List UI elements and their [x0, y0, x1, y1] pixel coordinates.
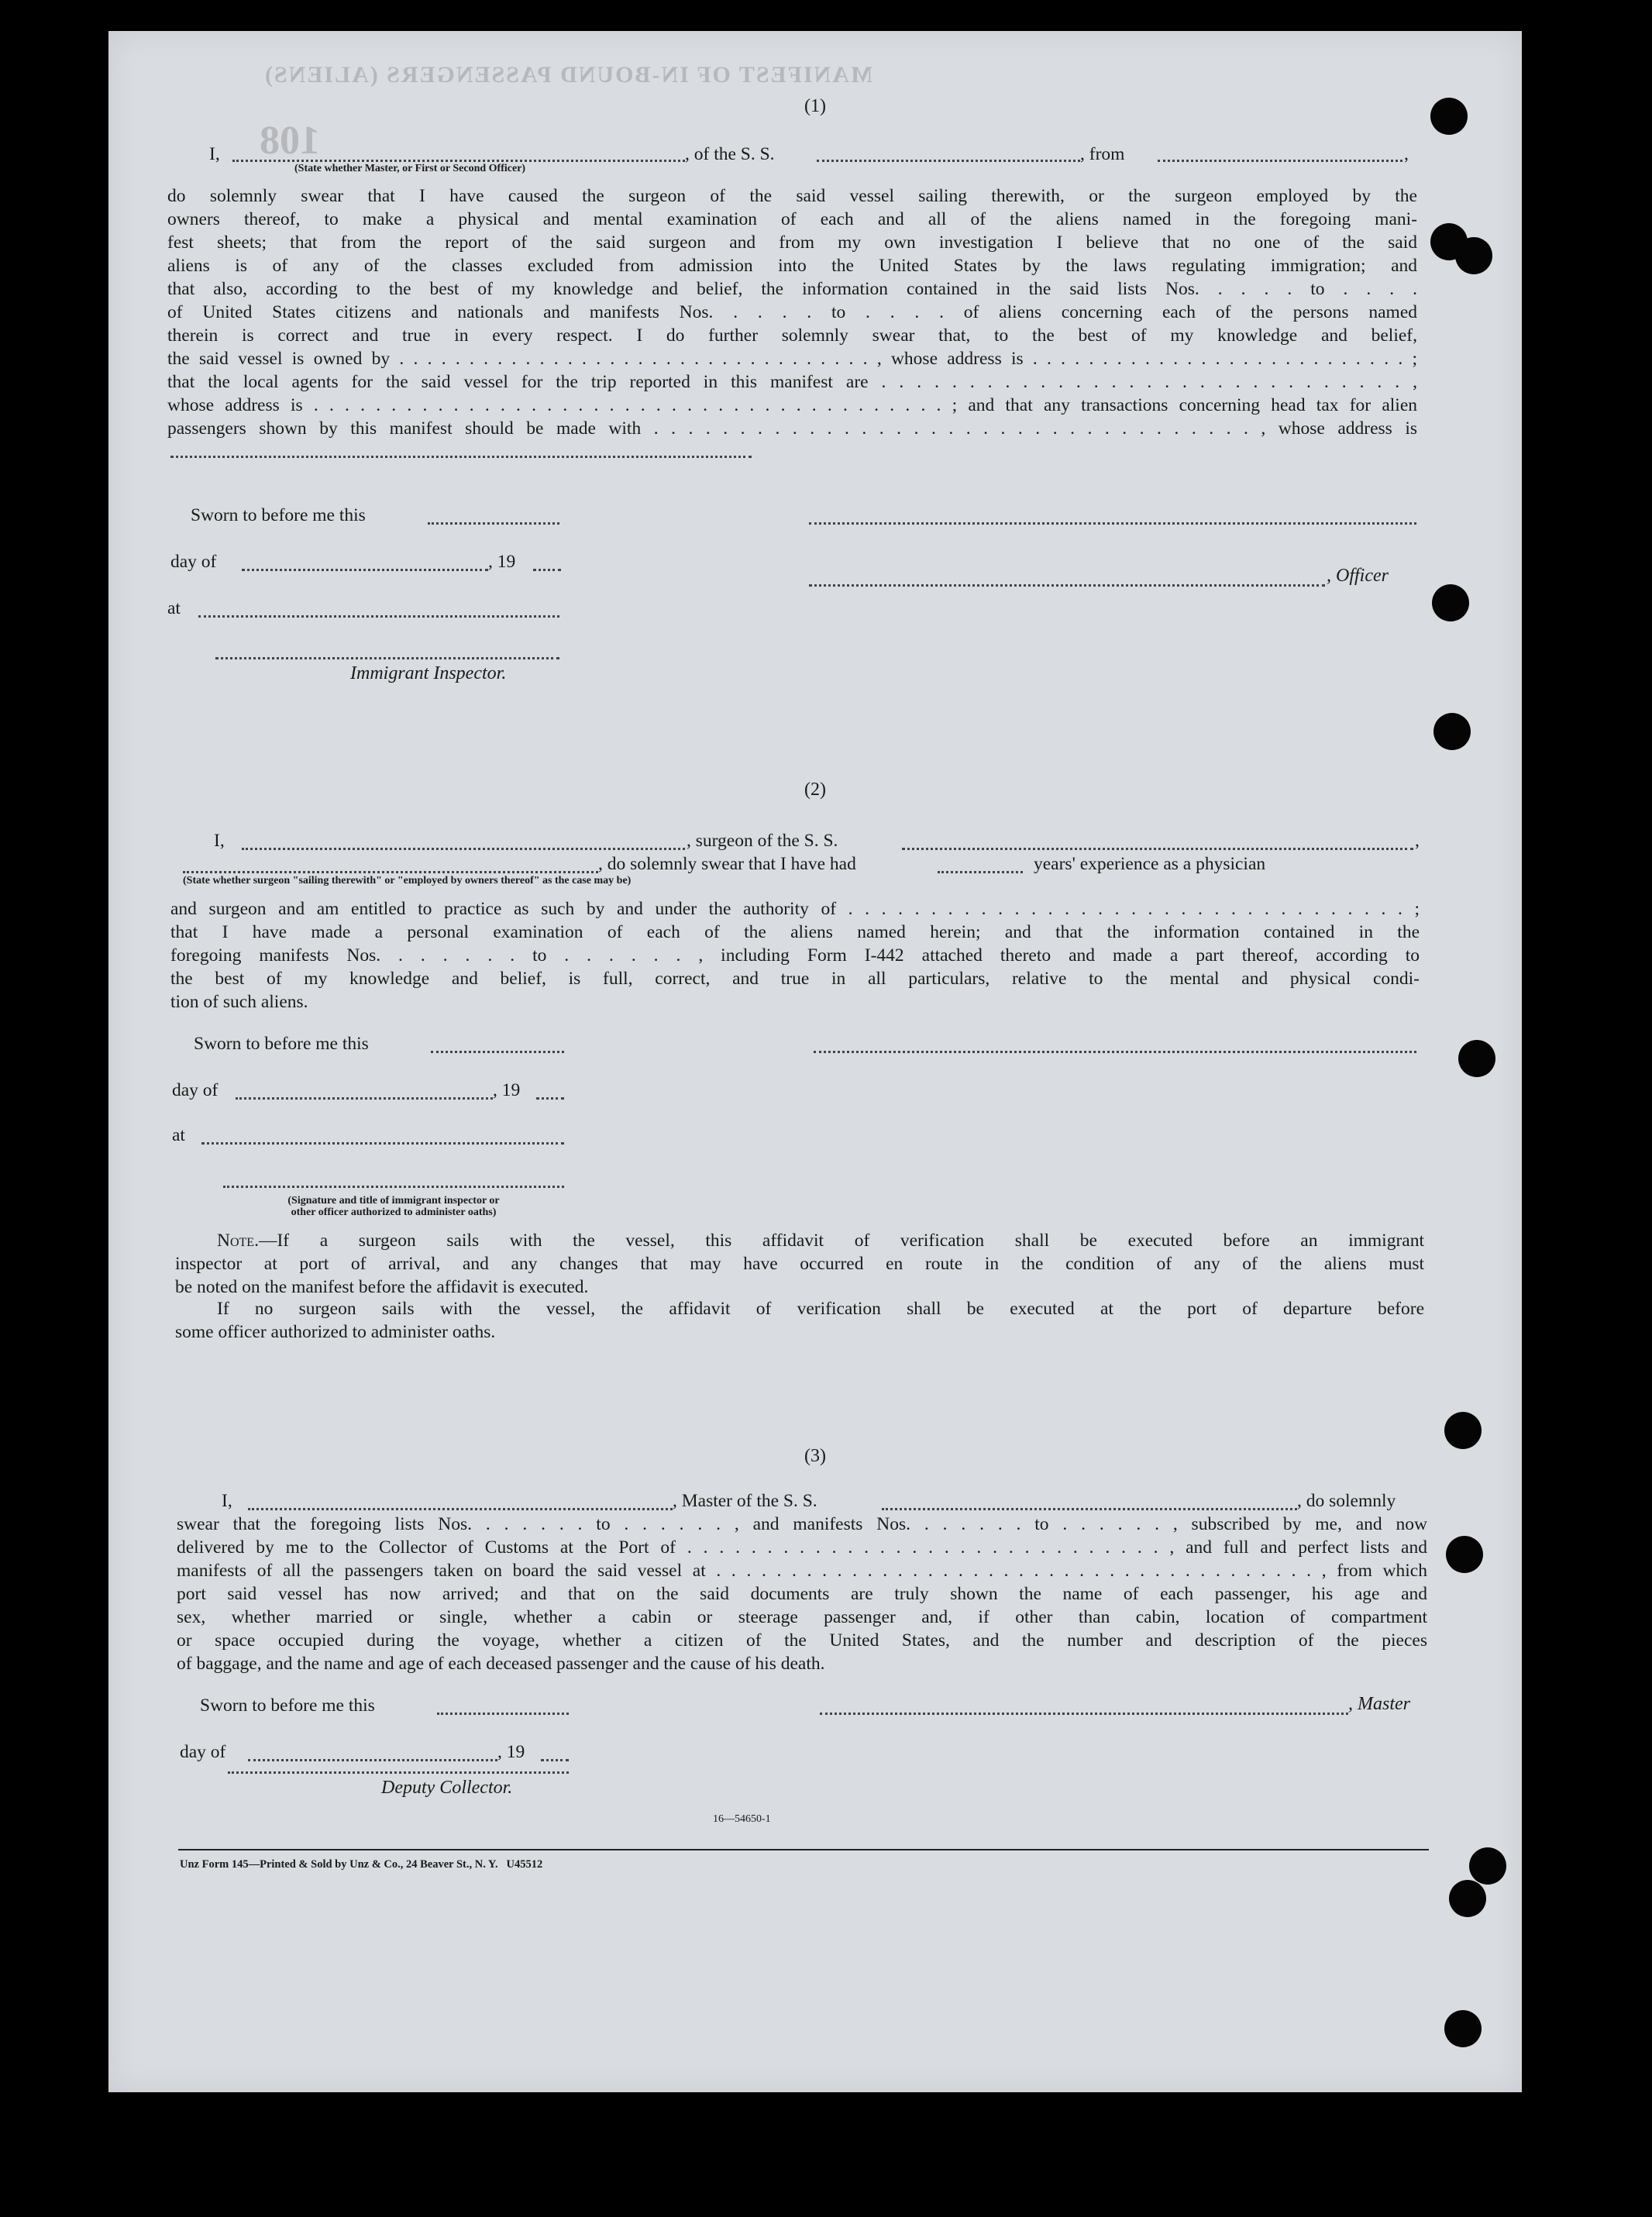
- section-1-sub-note: (State whether Master, or First or Second Officer): [294, 163, 526, 174]
- note2-line-1: If no surgeon sails with the vessel, the affidavit of verification shall be executed at the port of departure before: [217, 1299, 1424, 1319]
- signature-note-line-1: (Signature and title of immigrant inspector or: [287, 1195, 500, 1207]
- head-tax-address-blank[interactable]: [170, 456, 752, 458]
- years-experience-blank[interactable]: [938, 871, 1023, 873]
- section-1-day-of: day of: [170, 552, 217, 572]
- officer-title-blank[interactable]: [232, 160, 685, 162]
- signature-note-line-2: other officer authorized to administer oaths): [291, 1207, 497, 1219]
- surgeon-vessel-blank[interactable]: [902, 848, 1413, 850]
- section-1-intro-i: I,: [209, 144, 220, 164]
- section-3-body-line: sex, whether married or single, whether a cabin or steerage passenger and, if other than cabin, location of compartment: [177, 1607, 1427, 1627]
- from-port-blank[interactable]: [1158, 160, 1402, 162]
- sworn-date-blank-3[interactable]: [437, 1713, 569, 1715]
- officer-label: , Officer: [1327, 566, 1389, 586]
- section-2-year: , 19: [493, 1080, 521, 1100]
- section-3-body-line: port said vessel has now arrived; and that on the said documents are truly shown the name of each passenger, his age and: [177, 1584, 1427, 1604]
- note-line-2: inspector at port of arrival, and any changes that may have occurred en route in the condition of any of the aliens must: [175, 1254, 1424, 1274]
- section-2-day-of: day of: [172, 1080, 219, 1100]
- section-1-of-ss: , of the S. S.: [685, 144, 775, 164]
- section-2-intro-i: I,: [214, 831, 225, 851]
- document-page: [108, 31, 1522, 2092]
- section-1-from: , from: [1080, 144, 1125, 164]
- section-1-body-line: whose address is . . . . . . . . . . . . . . . . . . . . . . . . . . . . . . . . . . . . . . . . . ; and that any transactions concerning head tax for alien: [167, 395, 1417, 415]
- section-1-body-line: that also, according to the best of my knowledge and belief, the information contained in the said lists Nos. . . . . to . . . .: [167, 279, 1417, 299]
- note-label: Note.: [217, 1231, 259, 1251]
- vessel-name-blank[interactable]: [817, 160, 1080, 162]
- section-3-solemnly: , do solemnly: [1297, 1491, 1396, 1511]
- year-blank-2[interactable]: [536, 1097, 564, 1100]
- section-1-comma: ,: [1404, 144, 1409, 164]
- section-1-body-line: that the local agents for the said vessel for the trip reported in this manifest are . . . . . . . . . . . . . . . . . . . . . . . . . . . . . . ,: [167, 372, 1417, 392]
- punch-hole: [1444, 2010, 1482, 2047]
- section-2-years: years' experience as a physician: [1034, 854, 1266, 874]
- master-label: , Master: [1348, 1694, 1410, 1714]
- collector-signature-blank[interactable]: [228, 1771, 569, 1774]
- punch-hole: [1444, 1412, 1482, 1449]
- punch-hole: [1446, 1536, 1483, 1573]
- section-3-heading: (3): [804, 1446, 826, 1466]
- immigrant-inspector-label: Immigrant Inspector.: [350, 663, 507, 683]
- section-1-body-line: owners thereof, to make a physical and mental examination of each and all of the aliens named in the foregoing mani-: [167, 209, 1417, 229]
- section-1-body-line: aliens is of any of the classes excluded from admission into the United States by the laws regulating immigration; and: [167, 256, 1417, 276]
- section-1-heading: (1): [804, 96, 826, 116]
- officer-title-line[interactable]: [809, 584, 1325, 587]
- at-blank[interactable]: [198, 615, 559, 618]
- day-of-blank-3[interactable]: [248, 1759, 497, 1761]
- section-2-body-last: tion of such aliens.: [170, 992, 308, 1012]
- section-1-body-line: passengers shown by this manifest should be made with . . . . . . . . . . . . . . . . . . . . . . . . . . . . . . . . . . . , whose address is: [167, 418, 1417, 439]
- at-blank-2[interactable]: [201, 1142, 564, 1145]
- day-of-blank-2[interactable]: [236, 1097, 493, 1100]
- section-3-body-line: swear that the foregoing lists Nos. . . . . . . to . . . . . . , and manifests Nos. . . . . . . to . . . . . . , subscribed by me, and now: [177, 1514, 1427, 1534]
- day-of-blank[interactable]: [242, 569, 488, 571]
- printer-footer: Unz Form 145—Printed & Sold by Unz & Co., 24 Beaver St., N. Y. U45512: [180, 1858, 543, 1871]
- section-1-year: , 19: [488, 552, 516, 572]
- punch-hole: [1458, 1040, 1495, 1077]
- punch-hole: [1455, 237, 1492, 274]
- section-1-sworn: Sworn to before me this: [191, 505, 366, 525]
- administering-officer-blank[interactable]: [223, 1186, 564, 1188]
- section-1-at: at: [167, 598, 181, 618]
- section-3-body-line: delivered by me to the Collector of Customs at the Port of . . . . . . . . . . . . . . . . . . . . . . . . . . . . . . , and full and perfect lists and: [177, 1537, 1427, 1558]
- officer-signature-blank[interactable]: [809, 522, 1416, 525]
- section-1-body-line: the said vessel is owned by . . . . . . . . . . . . . . . . . . . . . . . . . . . . . . . . . . , whose address is . . . . . . . . . . . . . . . . . . . . . . . . . . . ;: [167, 349, 1417, 369]
- section-1-body-line: of United States citizens and nationals and manifests Nos. . . . . to . . . . of aliens concerning each of the persons named: [167, 302, 1417, 322]
- section-3-day-of: day of: [180, 1742, 226, 1762]
- section-3-master-of: , Master of the S. S.: [673, 1491, 817, 1511]
- punch-hole: [1433, 713, 1471, 750]
- note2-line-2: some officer authorized to administer oaths.: [175, 1322, 496, 1342]
- sworn-date-blank-2[interactable]: [431, 1051, 564, 1053]
- section-3-sworn: Sworn to before me this: [200, 1695, 375, 1716]
- surgeon-signature-blank[interactable]: [814, 1051, 1416, 1053]
- section-2-heading: (2): [804, 780, 826, 800]
- inspector-signature-blank[interactable]: [215, 657, 559, 659]
- section-1-body-line: therein is correct and true in every respect. I do further solemnly swear that, to the best of my knowledge and belief,: [167, 325, 1417, 346]
- bleed-through-header: MANIFEST OF IN-BOUND PASSENGERS (ALIENS): [263, 62, 873, 88]
- note-line-1: [217, 1232, 1424, 1251]
- section-3-body-last: of baggage, and the name and age of each deceased passenger and the cause of his death.: [177, 1654, 825, 1674]
- section-2-body-line: the best of my knowledge and belief, is full, correct, and true in all particulars, relative to the mental and physical condi-: [170, 969, 1420, 989]
- punch-hole: [1449, 1880, 1486, 1917]
- master-signature-blank[interactable]: [820, 1713, 1348, 1715]
- section-2-body-line: foregoing manifests Nos. . . . . . . to . . . . . . , including Form I-442 attached thereto and made a part thereof, according to: [170, 945, 1420, 966]
- master-name-blank[interactable]: [248, 1508, 673, 1510]
- master-vessel-blank[interactable]: [882, 1508, 1297, 1510]
- section-2-at: at: [172, 1125, 185, 1145]
- section-2-sworn: Sworn to before me this: [194, 1034, 369, 1054]
- bleed-through-number: 108: [260, 119, 320, 163]
- signature-note: [223, 1195, 564, 1219]
- surgeon-status-blank[interactable]: [183, 871, 598, 873]
- section-2-body-line: and surgeon and am entitled to practice as such by and under the authority of . . . . . . . . . . . . . . . . . . . . . . . . . . . . . . . . . . ;: [170, 899, 1420, 919]
- year-blank-3[interactable]: [541, 1759, 569, 1761]
- section-3-intro-i: I,: [222, 1491, 232, 1511]
- sworn-date-blank[interactable]: [428, 522, 559, 525]
- note-line-3: be noted on the manifest before the affidavit is executed.: [175, 1277, 589, 1297]
- section-1-body-line: do solemnly swear that I have caused the surgeon of the said vessel sailing therewith, or the surgeon employed by the: [167, 186, 1417, 206]
- punch-hole: [1432, 584, 1469, 621]
- section-2-body-line: that I have made a personal examination of each of the aliens named herein; and that the information contained in the: [170, 922, 1420, 942]
- section-3-year: , 19: [497, 1742, 525, 1762]
- section-2-swear: , do solemnly swear that I have had: [598, 854, 856, 874]
- section-1-body-line: fest sheets; that from the report of the said surgeon and from my own investigation I believe that no one of the said: [167, 232, 1417, 253]
- year-blank[interactable]: [533, 569, 561, 571]
- form-code: 16—54650-1: [713, 1813, 771, 1825]
- section-3-body-line: or space occupied during the voyage, whether a citizen of the United States, and the number and description of the pieces: [177, 1630, 1427, 1651]
- section-2-surgeon-of: , surgeon of the S. S.: [687, 831, 838, 851]
- section-2-sub-note: (State whether surgeon "sailing therewith" or "employed by owners thereof" as the case may be): [183, 875, 632, 886]
- deputy-collector-label: Deputy Collector.: [381, 1778, 513, 1798]
- section-2-comma: ,: [1415, 831, 1420, 851]
- note-text: —If a surgeon sails with the vessel, this affidavit of verification shall be executed before an immigrant: [258, 1231, 1424, 1251]
- footer-rule: [178, 1849, 1429, 1850]
- surgeon-name-blank[interactable]: [242, 848, 685, 850]
- section-3-body-line: manifests of all the passengers taken on board the said vessel at . . . . . . . . . . . . . . . . . . . . . . . . . . . . . . . . . . . . . . . . , from which: [177, 1561, 1427, 1581]
- punch-hole: [1469, 1847, 1506, 1885]
